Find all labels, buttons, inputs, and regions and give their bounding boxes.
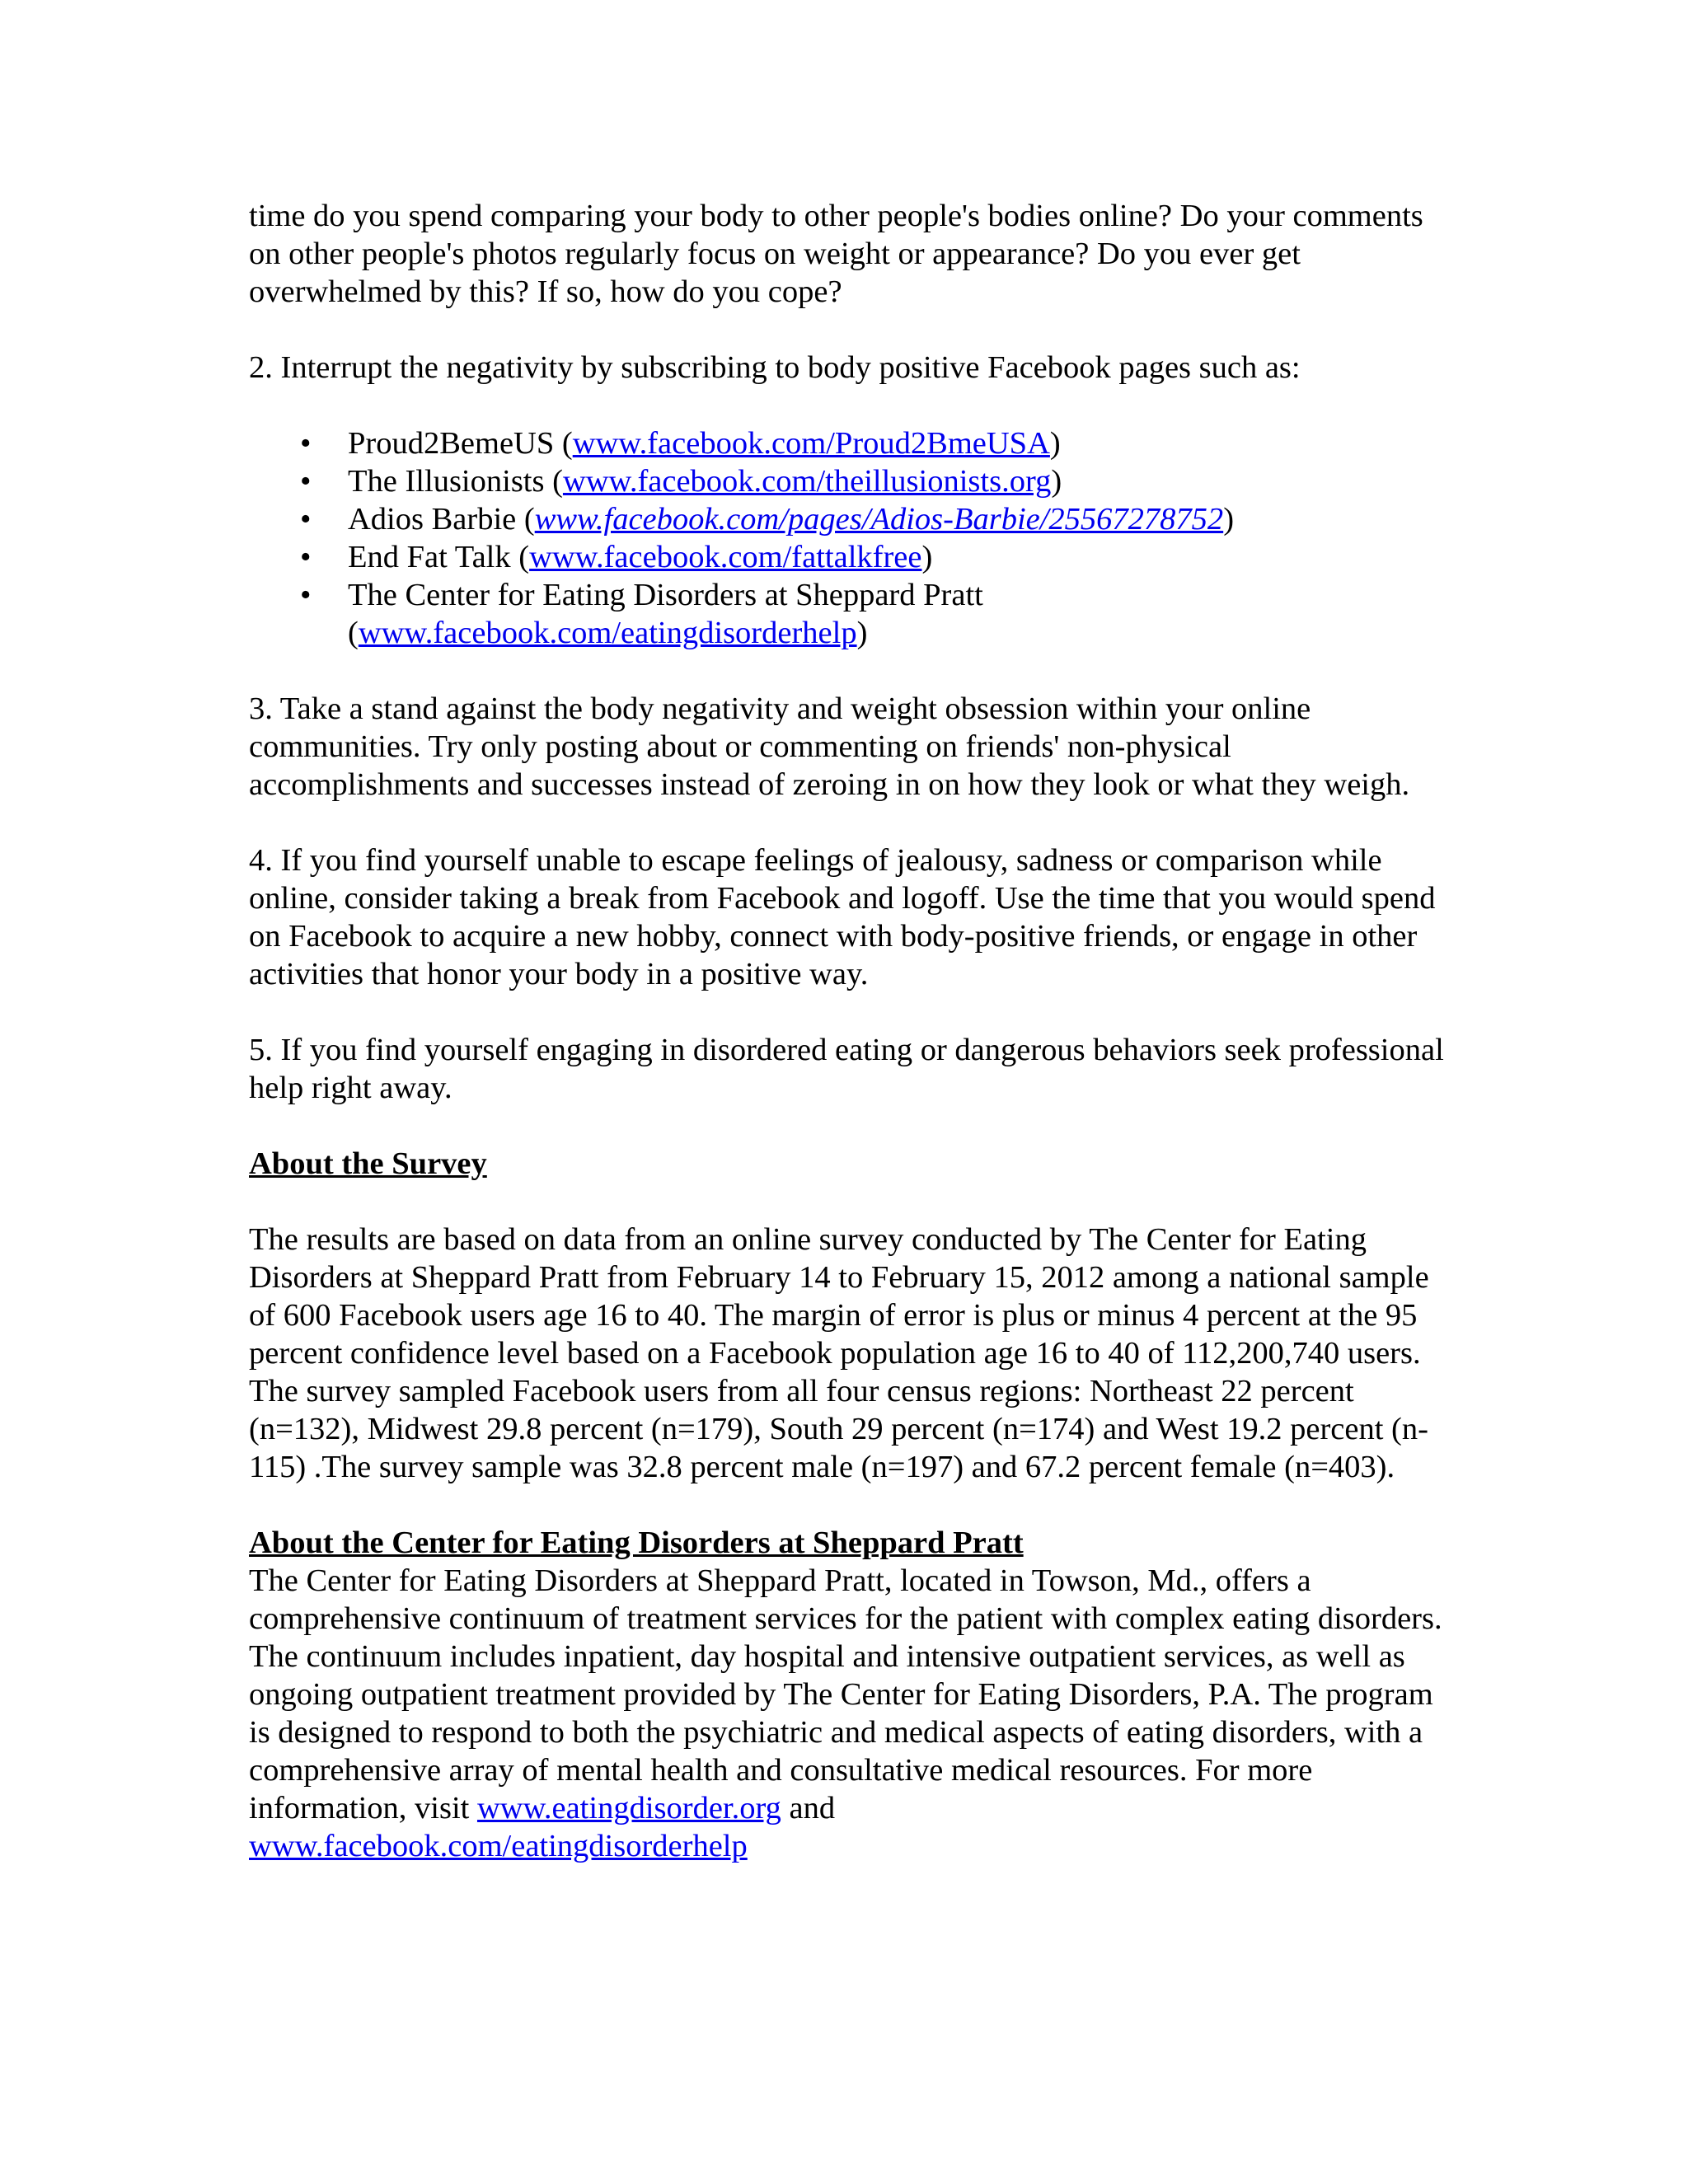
bullet-icon: •: [300, 578, 312, 612]
link-eatingdisorder-org[interactable]: www.eatingdisorder.org: [476, 1791, 781, 1825]
link-illusionists[interactable]: www.facebook.com/theillusionists.org: [562, 464, 1052, 499]
center-paragraph: The Center for Eating Disorders at Sheppard Pratt, located in Towson, Md., offers a comprehensive continuum of treatment services for the patient with complex eating disorders. The continuum includes inpatient, day hospital and intensive outpatient services, as well as ongoing outpatient treatment provided by The Center for Eating Disorders, P.A. The program is designed to respond to both the psychiatric and medical aspects of eating disorders, with a comprehensive array of mental health and consultative medical resources. For more information, visit www.eatingdisorder.org and www.facebook.com/eatingdisorderhelp: [249, 1563, 1442, 1863]
link-facebook-eatingdisorderhelp[interactable]: www.facebook.com/eatingdisorderhelp: [249, 1829, 748, 1863]
tip-4-text: 4. If you find yourself unable to escape feelings of jealousy, sadness or comparison while online, consider taking a break from Facebook and logoff. Use the time that you would spend on Facebook to acquire a new hobby, connect with body-positive friends, or engage in other activities that honor your body in a positive way.: [249, 843, 1436, 991]
survey-heading: About the Survey: [249, 1146, 487, 1181]
page-name: The Illusionists (: [348, 464, 563, 499]
tip-3-text: 3. Take a stand against the body negativity and weight obsession within your online communities. Try only posting about or commenting on friends' non-physical accomplishments and successes instead of zeroing in on how they look or what they weigh.: [249, 691, 1410, 802]
center-text: The Center for Eating Disorders at Sheppard Pratt, located in Towson, Md., offers a comprehensive continuum of treatment services for the patient with complex eating disorders. The continuum includes inpatient, day hospital and intensive outpatient services, as well as ongoing outpatient treatment provided by The Center for Eating Disorders, P.A. The program is designed to respond to both the psychiatric and medical aspects of eating disorders, with a comprehensive array of mental health and consultative medical resources. For more information, visit: [249, 1563, 1442, 1825]
link-adios-barbie[interactable]: www.facebook.com/pages/Adios-Barbie/25567278752: [534, 502, 1224, 537]
survey-paragraph: The results are based on data from an online survey conducted by The Center for Eating Disorders at Sheppard Pratt from February 14 to February 15, 2012 among a national sample of 600 Facebook users age 16 to 40. The margin of error is plus or minus 4 percent at the 95 percent confidence level based on a Facebook population age 16 to 40 of 112,200,740 users. The survey sampled Facebook users from all four census regions: Northeast 22 percent (n=132), Midwest 29.8 percent (n=179), South 29 percent (n=174) and West 19.2 percent (n-115) .The survey sample was 32.8 percent male (n=197) and 67.2 percent female (n=403).: [249, 1222, 1429, 1484]
page-name: Adios Barbie (: [348, 502, 535, 537]
list-item: • The Illusionists (www.facebook.com/theillusionists.org): [300, 464, 1062, 499]
link-eating-disorder-help[interactable]: www.facebook.com/eatingdisorderhelp: [358, 616, 857, 650]
page-name: The Center for Eating Disorders at Sheppard Pratt (: [348, 578, 983, 650]
bullet-icon: •: [300, 540, 312, 574]
list-item: • Adios Barbie (www.facebook.com/pages/Adios-Barbie/25567278752): [300, 502, 1235, 537]
link-proud2bme[interactable]: www.facebook.com/Proud2BmeUSA: [572, 426, 1050, 461]
bullet-icon: •: [300, 426, 312, 461]
facebook-pages-list: [249, 424, 1452, 652]
center-heading: About the Center for Eating Disorders at Sheppard Pratt: [249, 1526, 1024, 1560]
page-name: Proud2BemeUS (: [348, 426, 573, 461]
bullet-icon: •: [300, 464, 312, 499]
page-name: End Fat Talk (: [348, 540, 530, 574]
list-item: • Proud2BemeUS (www.facebook.com/Proud2BmeUSA): [300, 426, 1061, 461]
link-end-fat-talk[interactable]: www.facebook.com/fattalkfree: [529, 540, 922, 574]
tip-5-text: 5. If you find yourself engaging in disordered eating or dangerous behaviors seek professional help right away.: [249, 1033, 1444, 1105]
tip-2-text: 2. Interrupt the negativity by subscribing to body positive Facebook pages such as:: [249, 350, 1301, 385]
document-page: [249, 197, 1452, 1865]
list-item: • End Fat Talk (www.facebook.com/fattalkfree): [300, 540, 933, 574]
intro-paragraph: time do you spend comparing your body to other people's bodies online? Do your comments on other people's photos regularly focus on weight or appearance? Do you ever get overwhelmed by this? If so, how do you cope?: [249, 199, 1423, 309]
list-item: • The Center for Eating Disorders at Sheppard Pratt (www.facebook.com/eatingdisorderhelp): [300, 578, 983, 650]
bullet-icon: •: [300, 502, 312, 537]
